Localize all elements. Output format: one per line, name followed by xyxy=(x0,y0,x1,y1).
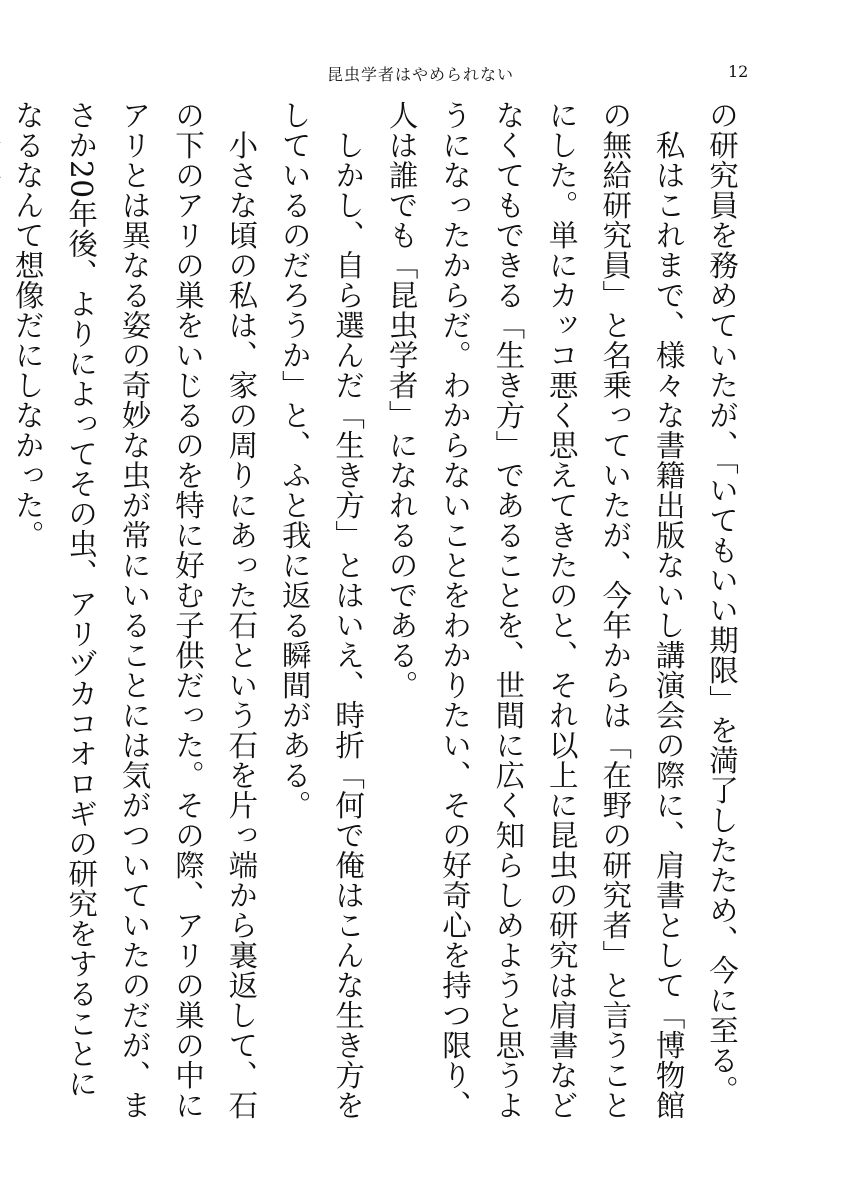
running-head-title: 昆虫学者はやめられない xyxy=(326,65,514,84)
paragraph: しかし、自ら選んだ「生き方」とはいえ、時折「何で俺はこんな生き方をしているのだろうか」と、ふと我に返る瞬間がある。 xyxy=(277,100,366,1120)
page-number: 12 xyxy=(728,62,749,81)
paragraph: 私はこれまで、様々な書籍出版ないし講演会の際に、肩書として「博物館の無給研究員」と名乗っていたが、今年からは「在野の研究者」と言うことにした。単にカッコ悪く思えてきたのと、それ以上に昆虫の研究は肩書などなくてもできる「生き方」であることを、世間に広く知らしめようと思うようになったからだ。わからないことをわかりたい、その好奇心を持つ限り、人は誰でも「昆虫学者」になれるのである。 xyxy=(384,100,686,1120)
vertical-text-body xyxy=(10,100,748,1120)
paragraph: 小さな頃の私は、家の周りにあった石という石を片っ端から裏返して、石の下のアリの巣をいじるのを特に好む子供だった。その際、アリの巣の中にアリとは異なる姿の奇妙な虫が常にいることには気がついていたのだが、まさか20年後、よりによってその虫、アリヅカコオロギの研究をすることになるなんて想像だにしなかった。 xyxy=(10,100,259,1120)
paragraph-continued: の研究員を務めていたが、「いてもいい期限」を満了したため、今に至る。 xyxy=(705,100,739,1106)
